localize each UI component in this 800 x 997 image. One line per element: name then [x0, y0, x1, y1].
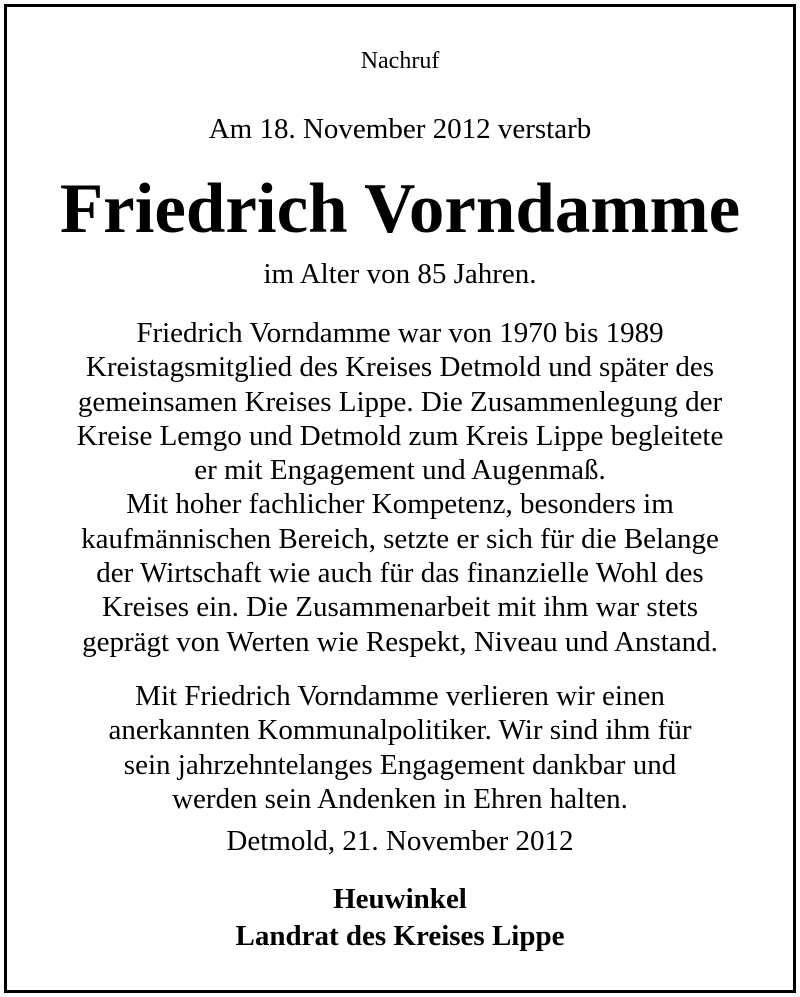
deceased-name: Friedrich Vorndamme	[59, 170, 741, 248]
paragraph-line: Kreistagsmitglied des Kreises Detmold und später des	[85, 351, 715, 384]
paragraph-line: kaufmännischen Bereich, setzte er sich für die Belange	[81, 522, 719, 555]
paragraph-line: anerkannten Kommunalpolitiker. Wir sind ihm für	[108, 714, 692, 747]
paragraph-line: Kreises ein. Die Zusammenarbeit mit ihm war stets	[102, 591, 698, 624]
signatory-name: Heuwinkel	[333, 883, 467, 915]
tribute-paragraph-2	[7, 679, 793, 816]
paragraph-line: gemeinsamen Kreises Lippe. Die Zusammenlegung der	[77, 385, 723, 418]
tribute-paragraph-1	[7, 316, 793, 659]
paragraph-line: er mit Engagement und Augenmaß.	[194, 454, 606, 487]
paragraph-line: geprägt von Werten wie Respekt, Niveau und Anstand.	[82, 625, 718, 658]
age-line: im Alter von 85 Jahren.	[263, 258, 537, 290]
paragraph-line: werden sein Andenken in Ehren halten.	[172, 782, 628, 815]
notice-kicker: Nachruf	[360, 48, 440, 74]
place-and-date: Detmold, 21. November 2012	[226, 825, 574, 857]
death-date-line: Am 18. November 2012 verstarb	[208, 113, 592, 145]
paragraph-line: Friedrich Vorndamme war von 1970 bis 1989	[136, 317, 664, 349]
signatory-title: Landrat des Kreises Lippe	[235, 920, 565, 952]
paragraph-line: Mit Friedrich Vorndamme verlieren wir einen	[135, 680, 665, 712]
paragraph-line: sein jahrzehntelanges Engagement dankbar und	[123, 748, 677, 781]
paragraph-line: der Wirtschaft wie auch für das finanzielle Wohl des	[96, 557, 704, 590]
paragraph-line: Kreise Lemgo und Detmold zum Kreis Lippe begleitete	[76, 419, 724, 452]
notice-border	[4, 4, 796, 993]
paragraph-line: Mit hoher fachlicher Kompetenz, besonders im	[126, 488, 674, 521]
